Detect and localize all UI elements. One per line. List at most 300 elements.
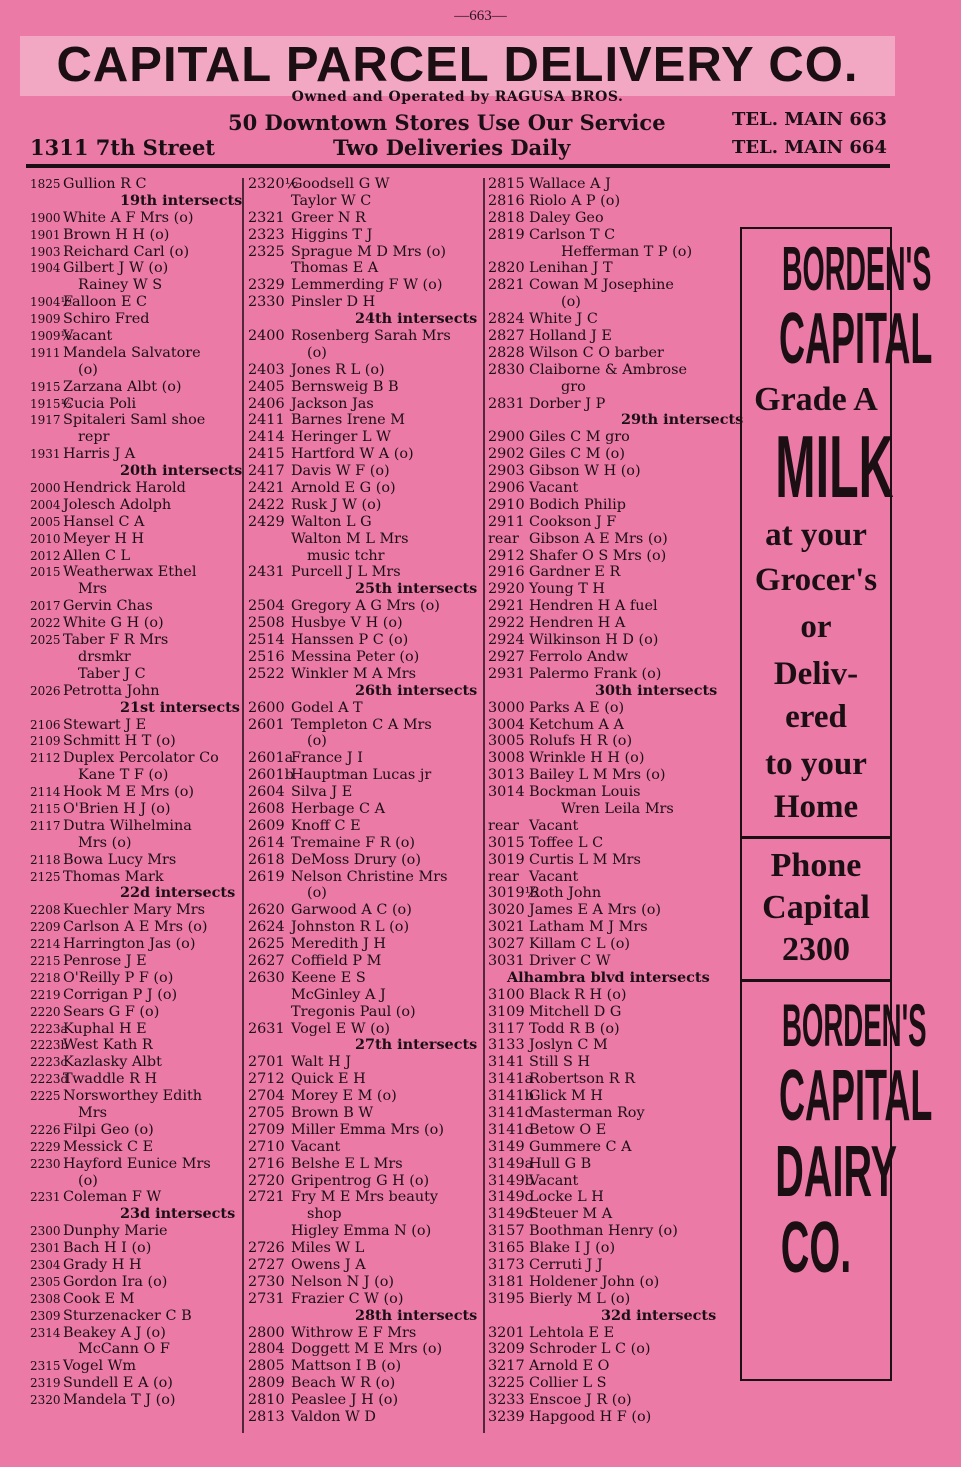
directory-entry xyxy=(248,277,480,294)
house-number: 2309 xyxy=(30,1308,61,1323)
ad-phone: Capital xyxy=(762,889,870,926)
resident-name: Winkler M A Mrs xyxy=(291,665,416,682)
resident-name: Falloon E C xyxy=(63,294,148,311)
directory-entry xyxy=(248,1358,480,1375)
house-number: 1901 xyxy=(30,227,61,242)
resident-name: Curtis L M Mrs xyxy=(529,851,641,868)
house-number: 2219 xyxy=(30,987,61,1002)
directory-entry xyxy=(488,1274,728,1291)
house-number: 2411 xyxy=(248,412,285,429)
directory-entry xyxy=(248,176,480,193)
continuation-line xyxy=(248,987,480,1004)
house-number: 1900 xyxy=(30,210,61,225)
resident-name: Kuechler Mary Mrs xyxy=(63,902,206,919)
directory-entry xyxy=(248,1139,480,1156)
intersection-label: 30th intersects xyxy=(595,681,718,699)
directory-entry xyxy=(488,852,728,869)
resident-name: Mrs xyxy=(78,1104,107,1121)
directory-entry xyxy=(488,362,728,379)
resident-name: Sturzenacker C B xyxy=(63,1307,192,1324)
resident-name: Carlson A E Mrs (o) xyxy=(63,919,208,936)
directory-entry xyxy=(30,919,242,936)
house-number: 2017 xyxy=(30,599,61,614)
house-number: 2010 xyxy=(30,531,61,546)
house-number: 2315 xyxy=(30,1359,61,1374)
resident-name: Mrs (o) xyxy=(78,834,132,851)
resident-name: Vacant xyxy=(63,328,113,345)
house-number: 2601a xyxy=(248,750,294,767)
house-number: 2830 xyxy=(488,361,525,378)
resident-name: Thomas Mark xyxy=(63,868,164,885)
directory-entry xyxy=(30,1308,242,1325)
directory-entry xyxy=(248,869,480,886)
directory-entry xyxy=(248,1189,480,1206)
resident-name: Messina Peter (o) xyxy=(291,648,420,665)
directory-entry xyxy=(30,1291,242,1308)
directory-entry xyxy=(488,700,728,717)
resident-name: Vogel E W (o) xyxy=(291,1020,390,1037)
intersection-heading xyxy=(248,581,480,598)
house-number: 3141b xyxy=(488,1088,534,1105)
house-number: 2906 xyxy=(488,480,525,497)
house-number: 2900 xyxy=(488,429,525,446)
intersection-heading xyxy=(488,411,744,429)
house-number: 2230 xyxy=(30,1156,61,1171)
directory-entry xyxy=(248,1409,480,1426)
house-number: 2819 xyxy=(488,226,525,243)
house-number: 2821 xyxy=(488,277,525,294)
house-number: 2403 xyxy=(248,361,285,378)
directory-entry xyxy=(248,1240,480,1257)
continuation-line xyxy=(248,345,480,362)
resident-name: Norsworthey Edith xyxy=(63,1088,203,1105)
directory-entry xyxy=(248,1105,480,1122)
resident-name: Masterman Roy xyxy=(529,1104,645,1121)
house-number: 2903 xyxy=(488,463,525,480)
directory-entry xyxy=(30,1088,242,1105)
house-number: 2600 xyxy=(248,699,285,716)
ad-text: at your xyxy=(765,517,867,553)
directory-entry xyxy=(248,1021,480,1038)
continuation-line xyxy=(30,1173,242,1190)
deliveries-line: Two Deliveries Daily xyxy=(333,135,571,160)
house-number: 2325 xyxy=(248,243,285,260)
resident-name: Betow O E xyxy=(529,1121,607,1138)
house-number: 2005 xyxy=(30,514,61,529)
house-number: 2114 xyxy=(30,785,61,800)
resident-name: Killam C L (o) xyxy=(529,936,630,953)
directory-entry xyxy=(488,446,728,463)
ad-text: Home xyxy=(773,789,859,825)
directory-entry xyxy=(248,953,480,970)
resident-name: Gibson A E Mrs (o) xyxy=(529,530,668,547)
house-number: 2831 xyxy=(488,395,525,412)
house-number: 3141c xyxy=(488,1104,533,1121)
directory-entry xyxy=(488,1206,728,1223)
directory-entry xyxy=(30,564,242,581)
resident-name: Taylor W C xyxy=(291,192,372,209)
directory-entry xyxy=(248,210,480,227)
house-number: 2022 xyxy=(30,616,61,631)
house-number: 2824 xyxy=(488,311,525,328)
resident-name: Latham M J Mrs xyxy=(529,919,648,936)
directory-entry xyxy=(248,1375,480,1392)
directory-entry xyxy=(248,784,480,801)
ad-brand: BORDEN'S xyxy=(781,235,932,304)
resident-name: Carlson T C xyxy=(529,226,616,243)
directory-entry xyxy=(488,463,728,480)
resident-name: Spitaleri Saml shoe xyxy=(63,412,206,429)
resident-name: Doggett M E Mrs (o) xyxy=(291,1341,443,1358)
house-number: 2218 xyxy=(30,970,61,985)
resident-name: Templeton C A Mrs xyxy=(291,716,432,733)
resident-name: Tregonis Paul (o) xyxy=(291,1003,416,1020)
house-number: 1931 xyxy=(30,447,61,462)
house-number: 2704 xyxy=(248,1088,285,1105)
intersection-label: 32d intersects xyxy=(601,1306,717,1324)
resident-name: Driver C W xyxy=(529,952,611,969)
directory-entry xyxy=(30,176,242,193)
resident-name: Gervin Chas xyxy=(63,598,153,615)
house-number: 3149 xyxy=(488,1138,525,1155)
street-address: 1311 7th Street xyxy=(30,135,216,160)
house-number: rear xyxy=(488,817,519,834)
resident-name: Owens J A xyxy=(291,1257,366,1273)
intersection-heading xyxy=(248,1037,480,1054)
house-number: 2721 xyxy=(248,1189,285,1206)
resident-name: Hendren H A fuel xyxy=(529,598,658,615)
continuation-line xyxy=(248,733,480,750)
resident-name: Kazlasky Albt xyxy=(63,1054,162,1071)
directory-entry xyxy=(488,987,728,1004)
house-number: 2504 xyxy=(248,598,285,615)
resident-name: (o) xyxy=(307,344,327,361)
house-number: 2624 xyxy=(248,919,285,936)
resident-name: gro xyxy=(561,378,586,395)
resident-name: Herbage C A xyxy=(291,800,386,817)
directory-entry xyxy=(30,987,242,1004)
house-number: 2000 xyxy=(30,481,61,496)
house-number: 2508 xyxy=(248,615,285,632)
directory-entry xyxy=(488,733,728,750)
resident-name: Lehtola E E xyxy=(529,1324,615,1341)
directory-entry xyxy=(488,514,728,531)
ad-text: Grocer's xyxy=(754,562,878,598)
directory-entry xyxy=(488,548,728,565)
resident-name: Schmitt H T (o) xyxy=(63,733,176,750)
house-number: 2431 xyxy=(248,564,285,581)
directory-entry xyxy=(488,1189,728,1206)
directory-entry xyxy=(488,784,728,801)
resident-name: Rolufs H R (o) xyxy=(529,733,633,750)
continuation-line xyxy=(248,885,480,902)
directory-entry xyxy=(488,531,728,548)
ad-dairy: DAIRY xyxy=(775,1132,898,1212)
resident-name: Morey E M (o) xyxy=(291,1088,397,1105)
intersection-label: 29th intersects xyxy=(621,411,744,429)
directory-entry xyxy=(30,1054,242,1071)
resident-name: DeMoss Drury (o) xyxy=(291,851,421,868)
resident-name: Cook E M xyxy=(63,1290,135,1307)
house-number: 1909½ xyxy=(30,329,73,344)
directory-entry xyxy=(488,1105,728,1122)
house-number: 3149b xyxy=(488,1172,534,1189)
house-number: 2614 xyxy=(248,834,285,851)
house-number: 2931 xyxy=(488,665,525,682)
directory-entry xyxy=(248,328,480,345)
directory-entry xyxy=(488,1341,728,1358)
directory-entry xyxy=(30,953,242,970)
house-number: 3173 xyxy=(488,1257,525,1273)
directory-entry xyxy=(488,717,728,734)
resident-name: Twaddle R H xyxy=(63,1071,158,1088)
resident-name: Glick M H xyxy=(529,1088,603,1105)
resident-name: Vacant xyxy=(291,1138,341,1155)
resident-name: Bailey L M Mrs (o) xyxy=(529,767,666,784)
resident-name: Brown B W xyxy=(291,1104,374,1121)
directory-entry xyxy=(248,717,480,734)
house-number: 2118 xyxy=(30,852,61,867)
resident-name: Frazier C W (o) xyxy=(291,1290,404,1307)
directory-entry xyxy=(248,1071,480,1088)
directory-entry xyxy=(488,818,728,835)
directory-entry xyxy=(488,1392,728,1409)
house-number: 2215 xyxy=(30,953,61,968)
resident-name: Boothman Henry (o) xyxy=(529,1223,678,1240)
house-number: 2827 xyxy=(488,328,525,345)
resident-name: Fry M E Mrs beauty xyxy=(291,1189,439,1206)
house-number: 3209 xyxy=(488,1341,525,1358)
directory-entry xyxy=(30,1325,242,1342)
house-number: 2112 xyxy=(30,751,61,766)
directory-entry xyxy=(248,1257,480,1274)
resident-name: Higgins T J xyxy=(291,226,373,243)
directory-entry xyxy=(488,1156,728,1173)
house-number: 3020 xyxy=(488,902,525,919)
house-number: 1909 xyxy=(30,312,61,327)
resident-name: White G H (o) xyxy=(63,615,164,632)
resident-name: Beach W R (o) xyxy=(291,1375,396,1392)
resident-name: Jackson Jas xyxy=(291,395,374,412)
directory-entry xyxy=(248,801,480,818)
resident-name: Wrinkle H H (o) xyxy=(529,750,645,767)
intersection-label: 19th intersects xyxy=(120,191,243,209)
directory-entry xyxy=(30,1189,242,1206)
house-number: 2618 xyxy=(248,851,285,868)
house-number: 3149d xyxy=(488,1206,534,1223)
directory-entry xyxy=(488,1375,728,1392)
page-number: —663— xyxy=(454,8,507,24)
telephone-2: TEL. MAIN 664 xyxy=(732,137,887,158)
directory-entry xyxy=(488,666,728,683)
resident-name: Gummere C A xyxy=(529,1138,632,1155)
house-number: 3021 xyxy=(488,919,525,936)
intersection-label: 27th intersects xyxy=(355,1036,478,1054)
continuation-line xyxy=(248,1206,480,1223)
resident-name: Palermo Frank (o) xyxy=(529,665,662,682)
house-number: 2209 xyxy=(30,920,61,935)
ad-text: Deliv- xyxy=(773,656,859,692)
resident-name: Cucia Poli xyxy=(63,395,137,412)
directory-column-2 xyxy=(248,176,480,1426)
intersection-heading xyxy=(30,1206,242,1223)
resident-name: Davis W F (o) xyxy=(291,463,390,480)
house-number: 2716 xyxy=(248,1155,285,1172)
resident-name: Brown H H (o) xyxy=(63,226,170,243)
resident-name: Godel A T xyxy=(291,699,363,716)
directory-entry xyxy=(248,632,480,649)
directory-entry xyxy=(488,260,728,277)
intersection-heading xyxy=(488,970,728,987)
column-divider xyxy=(242,178,244,1433)
header-rule xyxy=(26,164,890,168)
intersection-label: 23d intersects xyxy=(120,1205,236,1223)
directory-entry xyxy=(488,1173,728,1190)
resident-name: Husbye V H (o) xyxy=(291,615,403,632)
resident-name: Valdon W D xyxy=(291,1409,376,1426)
resident-name: Bach H I (o) xyxy=(63,1240,152,1257)
house-number: 2601b xyxy=(248,767,294,784)
resident-name: Coleman F W xyxy=(63,1189,162,1206)
house-number: 3195 xyxy=(488,1290,525,1307)
house-number: 2726 xyxy=(248,1240,285,1257)
resident-name: Cowan M Josephine xyxy=(529,277,674,294)
resident-name: Knoff C E xyxy=(291,817,361,834)
directory-entry xyxy=(30,1392,242,1409)
resident-name: Bernsweig B B xyxy=(291,378,399,395)
house-number: 3027 xyxy=(488,936,525,953)
continuation-line xyxy=(488,801,728,818)
resident-name: Allen C L xyxy=(63,547,131,564)
directory-entry xyxy=(248,835,480,852)
resident-name: Beakey A J (o) xyxy=(63,1324,166,1341)
directory-entry xyxy=(248,1325,480,1342)
directory-entry xyxy=(248,497,480,514)
resident-name: music tchr xyxy=(307,547,385,564)
house-number: 2305 xyxy=(30,1274,61,1289)
resident-name: Heringer L W xyxy=(291,429,391,446)
continuation-line xyxy=(488,244,728,261)
house-number: 2705 xyxy=(248,1104,285,1121)
resident-name: Meyer H H xyxy=(63,530,145,547)
directory-entry xyxy=(30,396,242,413)
directory-entry xyxy=(30,311,242,328)
house-number: 2429 xyxy=(248,513,285,530)
resident-name: Walton L G xyxy=(291,513,372,530)
house-number: 2730 xyxy=(248,1273,285,1290)
resident-name: (o) xyxy=(307,733,327,750)
directory-entry xyxy=(248,666,480,683)
directory-entry xyxy=(248,412,480,429)
directory-entry xyxy=(30,345,242,362)
resident-name: Hapgood H F (o) xyxy=(529,1409,652,1426)
resident-name: Giles C M gro xyxy=(529,429,630,446)
resident-name: Nelson N J (o) xyxy=(291,1273,395,1290)
intersection-heading xyxy=(248,683,480,700)
directory-entry xyxy=(30,446,242,463)
resident-name: Bodich Philip xyxy=(529,496,626,513)
house-number: 2604 xyxy=(248,784,285,801)
resident-name: Robertson R R xyxy=(529,1071,636,1088)
house-number: 2710 xyxy=(248,1138,285,1155)
resident-name: Hendren H A xyxy=(529,615,626,632)
continuation-line xyxy=(30,277,242,294)
continuation-line xyxy=(30,1341,242,1358)
house-number: 2417 xyxy=(248,463,285,480)
directory-entry xyxy=(30,412,242,429)
resident-name: Arnold E G (o) xyxy=(291,480,396,497)
resident-name: Still S H xyxy=(529,1054,591,1071)
house-number: 2214 xyxy=(30,937,61,952)
directory-entry xyxy=(488,1223,728,1240)
continuation-line xyxy=(488,379,728,396)
resident-name: Mrs xyxy=(78,581,107,598)
resident-name: Sears G F (o) xyxy=(63,1003,160,1020)
house-number: 2911 xyxy=(488,513,525,530)
house-number: 3149a xyxy=(488,1155,534,1172)
resident-name: Harris J A xyxy=(63,446,136,463)
ad-phone: Phone xyxy=(770,847,862,884)
resident-name: Gibson W H (o) xyxy=(529,463,641,480)
house-number: 2816 xyxy=(488,192,525,209)
directory-entry xyxy=(248,1054,480,1071)
house-number: 2304 xyxy=(30,1258,61,1272)
house-number: 2720 xyxy=(248,1172,285,1189)
house-number: 2731 xyxy=(248,1290,285,1307)
directory-entry xyxy=(30,548,242,565)
directory-entry xyxy=(30,1021,242,1038)
resident-name: Meredith J H xyxy=(291,936,386,953)
borden-advertisement xyxy=(740,227,933,1381)
resident-name: repr xyxy=(78,429,110,446)
ad-grade: Grade A xyxy=(754,381,878,418)
directory-entry xyxy=(488,649,728,666)
resident-name: Locke L H xyxy=(529,1189,604,1206)
resident-name: Bowa Lucy Mrs xyxy=(63,851,177,868)
house-number: 3141d xyxy=(488,1121,534,1138)
intersection-label: 24th intersects xyxy=(355,310,478,328)
directory-entry xyxy=(30,1240,242,1257)
resident-name: White A F Mrs (o) xyxy=(63,209,194,226)
directory-entry xyxy=(30,1156,242,1173)
resident-name: Holland J E xyxy=(529,328,612,345)
resident-name: Black R H (o) xyxy=(529,986,627,1003)
directory-entry xyxy=(248,852,480,869)
intersection-label: 20th intersects xyxy=(120,462,243,480)
resident-name: Dorber J P xyxy=(529,395,606,412)
house-number: 2709 xyxy=(248,1121,285,1138)
resident-name: Zarzana Albt (o) xyxy=(63,378,182,395)
house-number: 2810 xyxy=(248,1392,285,1409)
resident-name: Gardner E R xyxy=(529,564,621,581)
directory-entry xyxy=(248,1088,480,1105)
resident-name: Schroder L C (o) xyxy=(529,1341,651,1358)
resident-name: Higley Emma N (o) xyxy=(291,1223,432,1240)
directory-entry xyxy=(488,1037,728,1054)
house-number: 2924 xyxy=(488,632,525,649)
ad-phone-number: 2300 xyxy=(782,931,850,968)
resident-name: Vogel Wm xyxy=(63,1358,137,1375)
house-number: 2902 xyxy=(488,446,525,463)
house-number: 2026 xyxy=(30,683,61,698)
house-number: 2927 xyxy=(488,648,525,665)
resident-name: Kuphal H E xyxy=(63,1020,147,1037)
directory-entry xyxy=(30,1375,242,1392)
directory-entry xyxy=(30,328,242,345)
continuation-line xyxy=(248,1223,480,1240)
house-number: 2109 xyxy=(30,734,61,749)
resident-name: Withrow E F Mrs xyxy=(291,1324,417,1341)
